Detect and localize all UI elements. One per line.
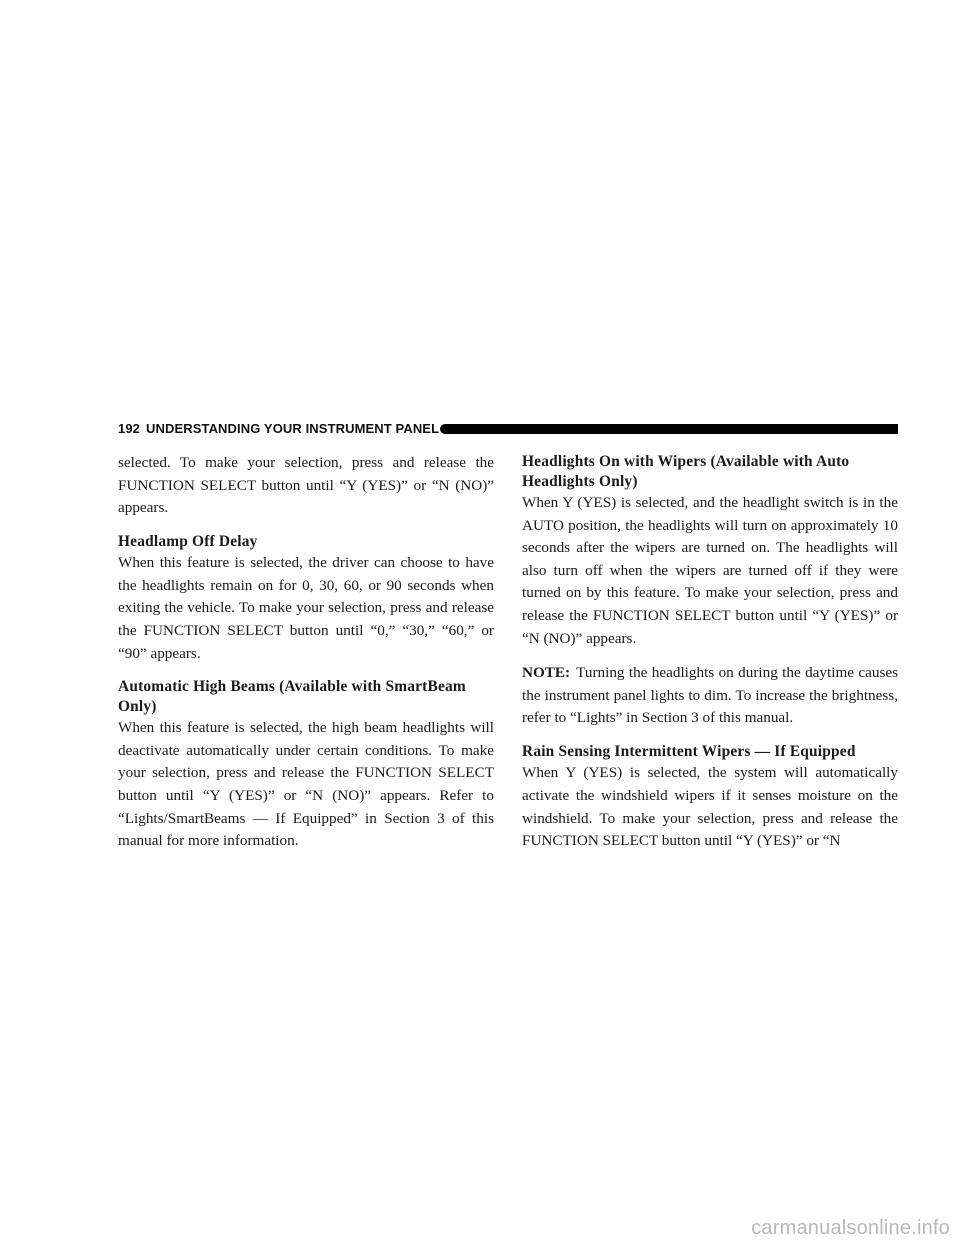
running-header <box>118 421 439 436</box>
note-label: NOTE: <box>522 664 571 682</box>
intro-paragraph: selected. To make your selection, press and release the FUNCTION SELECT button until “Y (YES)” or “N (NO)” appears. <box>118 454 494 517</box>
rain-sensing-wipers-body: When Y (YES) is selected, the system will automatically activate the windshield wipers if it senses moisture on the windshield. To make your selection, press and release the FUNCTION SELECT button until “Y (YES)” or “N <box>522 764 898 850</box>
left-column <box>118 452 494 865</box>
headlights-on-with-wipers-body: When Y (YES) is selected, and the headlight switch is in the AUTO position, the headlights will turn on approximately 10 seconds after the wipers are turned on. The headlights will also turn off when the wipers are turned off if they were turned on by this feature. To make your selection, press and release the FUNCTION SELECT button until “Y (YES)” or “N (NO)” appears. <box>522 494 898 647</box>
right-column <box>522 452 898 865</box>
note-text: Turning the headlights on during the daytime causes the instrument panel lights to dim. To increase the brightness, refer to “Lights” in Section 3 of this manual. <box>522 664 898 727</box>
automatic-high-beams-body: When this feature is selected, the high beam headlights will deactivate automatically under certain conditions. To make your selection, press and release the FUNCTION SELECT button until “Y (YES)” or “N (NO)” appears. Refer to “Lights/SmartBeams — If Equipped” in Section 3 of this manual for more information. <box>118 719 494 850</box>
headlamp-off-delay-heading: Headlamp Off Delay <box>118 532 258 550</box>
section-title: UNDERSTANDING YOUR INSTRUMENT PANEL <box>146 421 440 436</box>
note-paragraph <box>522 662 898 730</box>
watermark: carmanualsonline.info <box>751 1217 950 1239</box>
page-number: 192 <box>118 421 140 436</box>
header-rule-bar <box>440 424 898 434</box>
page-header <box>118 418 898 440</box>
automatic-high-beams-heading: Automatic High Beams (Available with SmartBeam Only) <box>118 678 466 715</box>
headlights-on-with-wipers-heading: Headlights On with Wipers (Available with Auto Headlights Only) <box>522 453 850 490</box>
headlamp-off-delay-body: When this feature is selected, the driver can choose to have the headlights remain on for 0, 30, 60, or 90 seconds when exiting the vehicle. To make your selection, press and release the FUNCTION SELECT button until “0,” “30,” “60,” or “90” appears. <box>118 554 494 662</box>
rain-sensing-wipers-heading: Rain Sensing Intermittent Wipers — If Equipped <box>522 742 856 760</box>
